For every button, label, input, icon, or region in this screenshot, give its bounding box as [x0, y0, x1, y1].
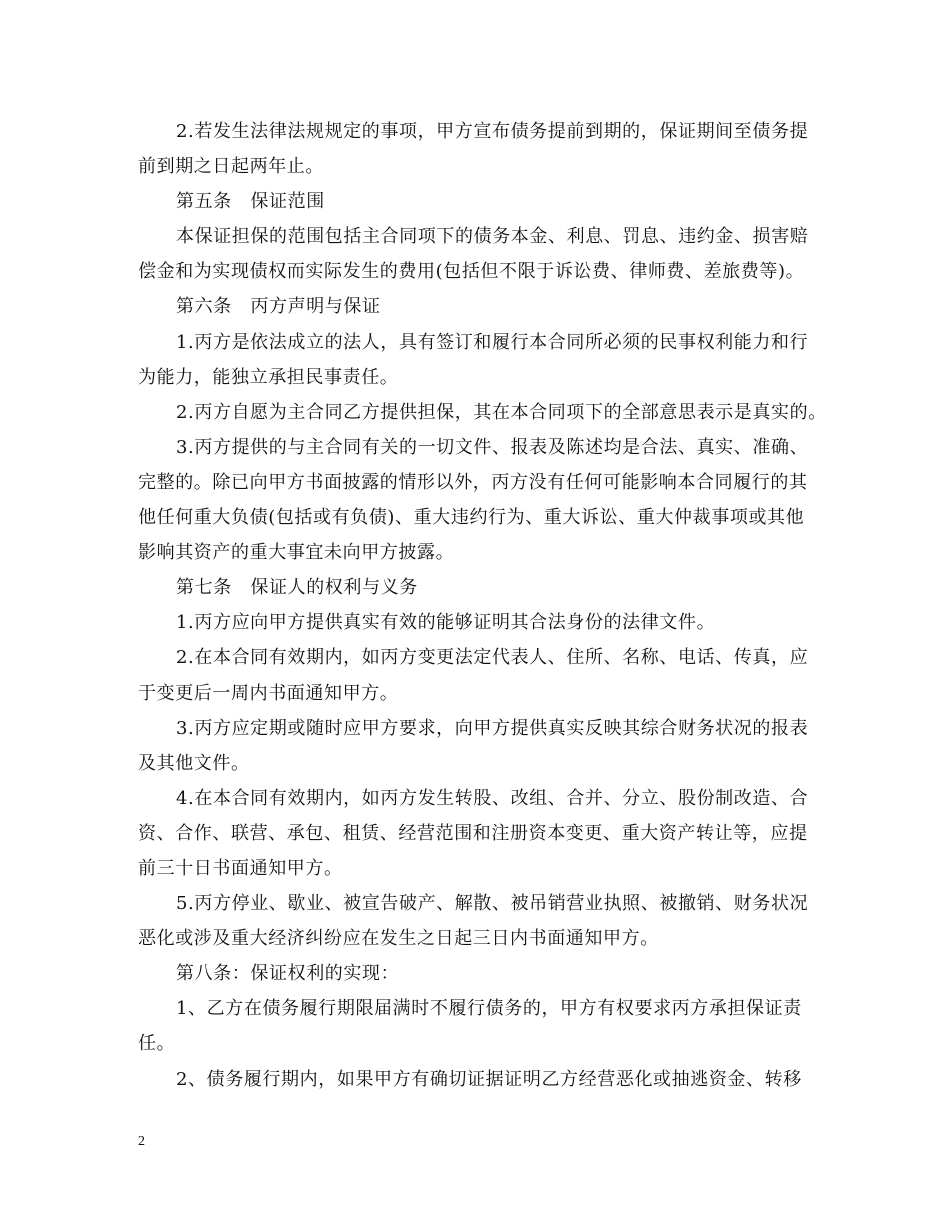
document-line: 4.在本合同有效期内，如丙方发生转股、改组、合并、分立、股份制改造、合 — [176, 787, 809, 809]
document-line: 1、乙方在债务履行期限届满时不履行债务的，甲方有权要求丙方承担保证责 — [176, 998, 802, 1020]
document-line: 前三十日书面通知甲方。 — [138, 857, 343, 879]
document-line: 任。 — [138, 1033, 176, 1055]
document-line: 资、合作、联营、承包、租赁、经营范围和注册资本变更、重大资产转让等，应提 — [138, 822, 808, 844]
document-line: 2.在本合同有效期内，如丙方变更法定代表人、住所、名称、电话、传真，应 — [176, 647, 809, 669]
document-line: 2.丙方自愿为主合同乙方提供担保，其在本合同项下的全部意思表示是真实的。 — [176, 401, 827, 423]
document-line: 本保证担保的范围包括主合同项下的债务本金、利息、罚息、违约金、损害赔 — [176, 226, 809, 248]
page-number: 2 — [138, 1134, 145, 1149]
document-line: 影响其资产的重大事宜未向甲方披露。 — [138, 542, 455, 564]
document-line: 及其他文件。 — [138, 752, 250, 774]
document-body — [138, 114, 827, 1097]
document-line: 于变更后一周内书面通知甲方。 — [138, 682, 399, 704]
document-line: 第八条：保证权利的实现： — [176, 963, 400, 985]
document-line: 5.丙方停业、歇业、被宣告破产、解散、被吊销营业执照、被撤销、财务状况 — [176, 893, 809, 915]
document-line: 第五条 保证范围 — [176, 191, 325, 213]
document-line: 2.若发生法律法规规定的事项，甲方宣布债务提前到期的，保证期间至债务提 — [176, 121, 809, 142]
document-line: 第七条 保证人的权利与义务 — [176, 577, 418, 599]
document-line: 完整的。除已向甲方书面披露的情形以外，丙方没有任何可能影响本合同履行的其 — [138, 471, 808, 493]
document-line: 偿金和为实现债权而实际发生的费用(包括但不限于诉讼费、律师费、差旅费等)。 — [138, 261, 805, 283]
document-line: 前到期之日起两年止。 — [138, 156, 324, 178]
document-line: 第六条 丙方声明与保证 — [176, 296, 381, 318]
document-line: 1.丙方应向甲方提供真实有效的能够证明其合法身份的法律文件。 — [176, 612, 716, 634]
document-line: 3.丙方提供的与主合同有关的一切文件、报表及陈述均是合法、真实、准确、 — [176, 436, 809, 458]
document-line: 2、债务履行期内，如果甲方有确切证据证明乙方经营恶化或抽逃资金、转移 — [176, 1068, 802, 1090]
document-line: 他任何重大负债(包括或有负债)、重大违约行为、重大诉讼、重大仲裁事项或其他 — [138, 507, 805, 529]
document-line: 1.丙方是依法成立的法人，具有签订和履行本合同所必须的民事权利能力和行 — [176, 331, 809, 353]
document-line: 为能力，能独立承担民事责任。 — [138, 366, 399, 388]
document-line: 3.丙方应定期或随时应甲方要求，向甲方提供真实反映其综合财务状况的报表 — [176, 717, 809, 739]
document-line: 恶化或涉及重大经济纠纷应在发生之日起三日内书面通知甲方。 — [138, 928, 659, 950]
